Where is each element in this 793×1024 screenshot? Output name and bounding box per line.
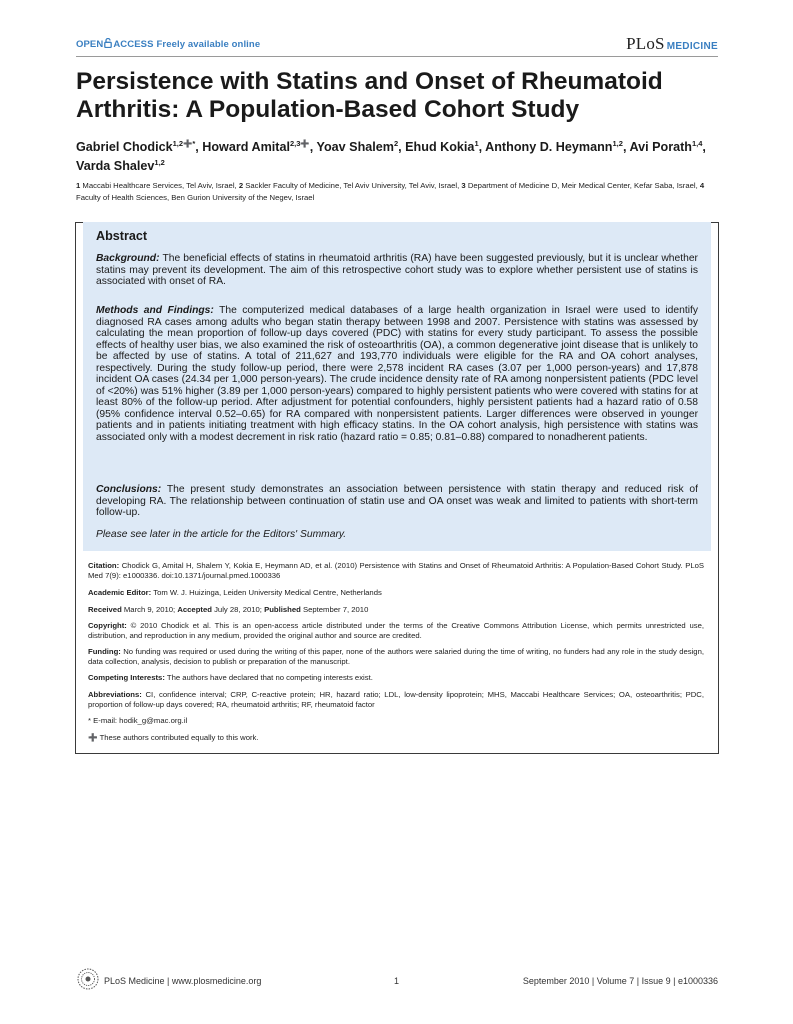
page-number: 1 (394, 976, 400, 986)
journal-logo-plos: PLoS (626, 34, 665, 53)
abstract-background: Background: The beneficial effects of statins in rheumatoid arthritis (RA) have been suggested previously, but it is unclear whether statins may prevent its development. The aim of this retrospective cohort study was to explore whether persistent use of statins is associated with onset of RA. (96, 253, 698, 288)
box-right-border (718, 222, 719, 754)
access-label: ACCESS (113, 39, 154, 50)
page-footer (76, 966, 718, 996)
article-info (75, 551, 718, 753)
academic-editor: Academic Editor: Tom W. J. Huizinga, Leiden University Medical Centre, Netherlands (88, 588, 382, 597)
corresponding-email[interactable]: * E-mail: hodik_g@mac.org.il (88, 716, 188, 725)
equal-contribution-note: ➕ These authors contributed equally to this work. (88, 733, 259, 742)
editors-summary-note: Please see later in the article for the Editors' Summary. (96, 529, 347, 540)
author: Gabriel Chodick$^{1,2➕*}$ (76, 139, 196, 154)
abbreviations: Abbreviations: CI, confidence interval; CRP, C-reactive protein; HR, hazard ratio; LDL, low-density lipoprotein; MHS, Maccabi Healthcare Services; OA, osteoarthritis; PDC, proportion of follow-up days covered; RA, rheumatoid arthritis; RF, rheumatoid factor (88, 690, 704, 709)
journal-logo-medicine: MEDICINE (666, 41, 718, 52)
affiliations: 1 Maccabi Healthcare Services, Tel Aviv, Israel, 2 Sackler Faculty of Medicine, Tel Aviv University, Tel Aviv, Israel, 3 Department of Medicine D, Meir Medical Center, Kefar Saba, Israel, 4 Faculty of Health Sciences, Ben Gurion University of the Negev, Israel (76, 181, 705, 202)
author: Varda Shalev$^{1,2}$ (76, 157, 165, 173)
competing-interests: Competing Interests: The authors have declared that no competing interests exist. (88, 673, 373, 682)
journal-header (76, 36, 718, 56)
open-access-banner (76, 38, 260, 50)
open-lock-icon (104, 38, 112, 48)
footer-journal: PLoS Medicine | www.plosmedicine.org (104, 976, 262, 986)
journal-logo (626, 34, 718, 54)
author: Avi Porath$^{1,4}$ (629, 139, 703, 154)
footer-issue: September 2010 | Volume 7 | Issue 9 | e1000336 (522, 976, 718, 986)
author: Anthony D. Heymann$^{1,2}$ (485, 139, 623, 154)
author: Yoav Shalem$^2$ (316, 139, 399, 154)
article-title: Persistence with Statins and Onset of Rheumatoid Arthritis: A Population-Based Cohort Study (76, 68, 663, 123)
abstract-methods: Methods and Findings: The computerized medical databases of a large health organization in Israel were used to identify diagnosed RA cases among adults who began statin therapy between 1998 and 2007. Persistence with statins was assessed by calculating the mean proportion of follow-up days covered (PDC) with statins for every study participant. To assess the possible effects of healthy user bias, we also examined the risk of osteoarthritis (OA), a common degenerative joint disease that is unlikely to be affected by use of statins. A total of 211,627 and 193,770 individuals were eligible for the RA and OA cohort analyses, respectively. During the study follow-up period, there were 2,578 incident RA cases (3.07 per 1,000 person-years) and 17,878 incident OA cases (24.34 per 1,000 person-years). The crude incidence density rate of RA among nonpersistent patients (PDC level of <20%) was 51% higher (3.89 per 1,000 person-years) compared to highly persistent patients who were covered with statins for at least 80% of the follow-up period. After adjustment for potential confounders, highly persistent patients had a hazard ratio of 0.58 (95% confidence interval 0.52–0.65) for RA compared with nonpersistent patients. Larger differences were observed in younger patients and in patients initiating treatment with high efficacy statins. In the OA cohort analysis, high persistence with statins was associated only with a modest decrement in risk ratio (hazard ratio = 0.85; 0.81–0.88) compared to nonadherent patients. (96, 305, 698, 444)
author-list: Gabriel Chodick$^{1,2➕*}$, Howard Amital$^{2,3➕}$, Yoav Shalem$^2$, Ehud Kokia$^1$, Anthony D. Heymann$^{1,2}$, Avi Porath$^{1,4}$, Varda Shalev$^{1,2}$ (76, 139, 706, 173)
box-bottom-border (75, 753, 718, 754)
abstract-box (83, 222, 711, 551)
plos-logo-icon (76, 966, 100, 994)
dates: Received March 9, 2010; Accepted July 28, 2010; Published September 7, 2010 (88, 605, 369, 614)
author: Ehud Kokia$^1$ (405, 139, 479, 154)
citation: Citation: Chodick G, Amital H, Shalem Y, Kokia E, Heymann AD, et al. (2010) Persistence with Statins and Onset of Rheumatoid Arthritis: A Population-Based Cohort Study. PLoS Med 7(9): e1000336. doi:10.1371/journal.pmed.1000336 (88, 561, 704, 580)
open-label: OPEN (76, 39, 104, 50)
copyright: Copyright: © 2010 Chodick et al. This is an open-access article distributed under the terms of the Creative Commons Attribution License, which permits unrestricted use, distribution, and reproduction in any medium, provided the original author and source are credited. (88, 621, 704, 640)
funding: Funding: No funding was required or used during the writing of this paper, none of the authors were salaried during the time of writing, no funders had any role in the study design, data collection, analysis, decision to publish or preparation of the manuscript. (88, 647, 704, 666)
freely-available-label: Freely available online (156, 39, 261, 50)
author: Howard Amital$^{2,3➕}$ (202, 139, 310, 154)
abstract-conclusions: Conclusions: The present study demonstrates an association between persistence with statin therapy and reduced risk of developing RA. The relationship between continuation of statin use and OA onset was weak and limited to patients with short-term follow-up. (96, 484, 698, 519)
header-divider (76, 56, 718, 57)
abstract-heading: Abstract (96, 229, 148, 243)
